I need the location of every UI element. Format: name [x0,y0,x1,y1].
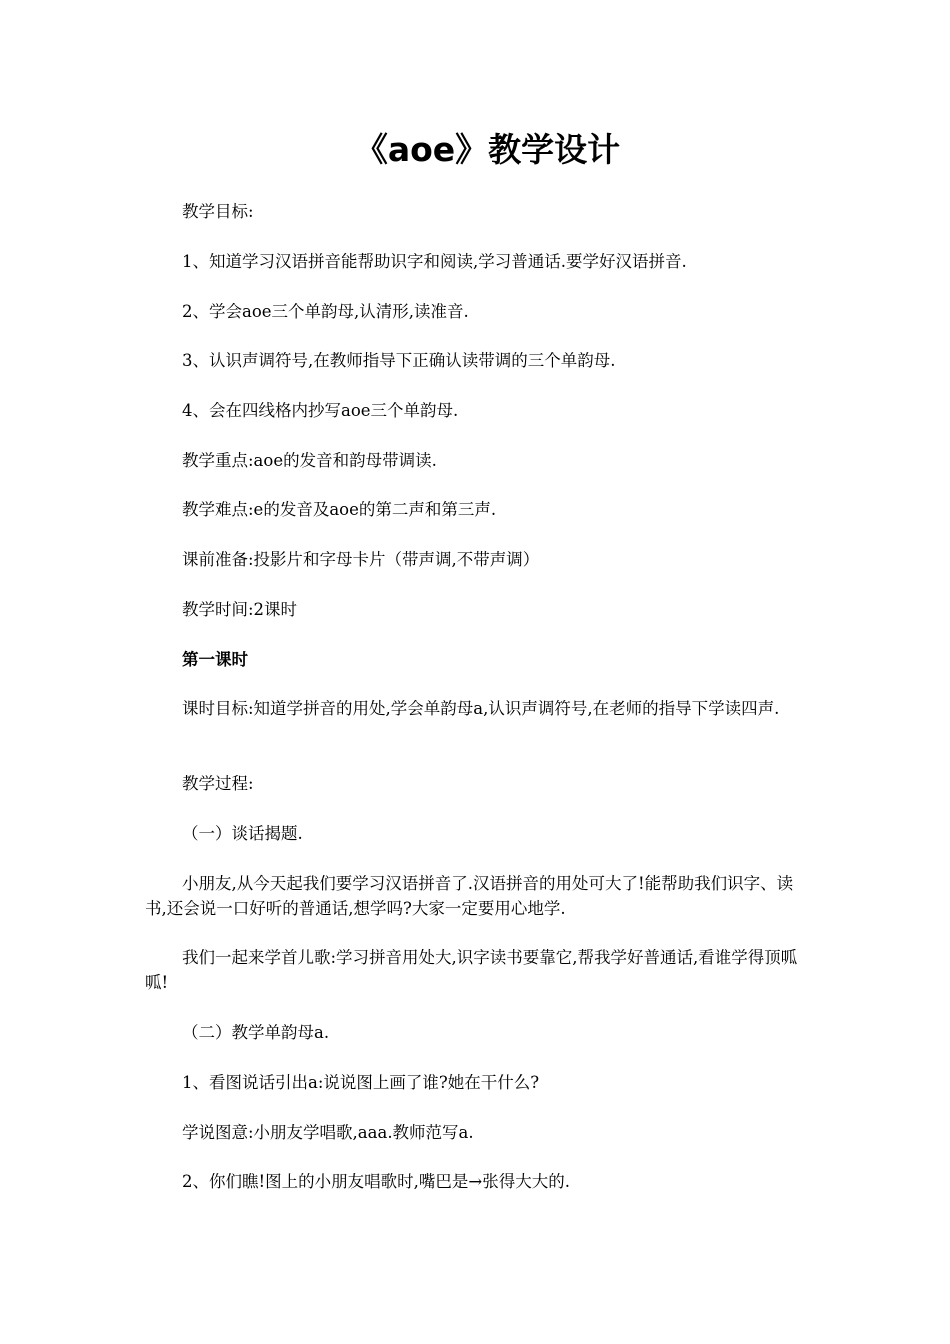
document-title: 《aoe》教学设计 [354,130,621,169]
paragraph-mouth-shape: 2、你们瞧!图上的小朋友唱歌时,嘴巴是→张得大大的. [182,1172,570,1191]
paragraph-teaching-time: 教学时间:2课时 [182,600,298,619]
paragraph-intro-talk: 小朋友,从今天起我们要学习汉语拼音了.汉语拼音的用处可大了!能帮助我们识字、读书,还会说一口好听的普通话,想学吗?大家一定要用心地学. [145,874,794,918]
paragraph-nursery-rhyme: 我们一起来学首儿歌:学习拼音用处大,识字读书要靠它,帮我学好普通话,看谁学得顶呱呱! [145,948,798,992]
section-heading-first-lesson: 第一课时 [182,650,248,669]
paragraph-goal-3: 3、认识声调符号,在教师指导下正确认读带调的三个单韵母. [182,351,616,370]
paragraph-picture-meaning: 学说图意:小朋友学唱歌,aaa.教师范写a. [182,1123,474,1142]
paragraph-preparation: 课前准备:投影片和字母卡片（带声调,不带声调） [182,550,540,569]
paragraph-process-heading: 教学过程: [182,774,254,793]
paragraph-goal-2: 2、学会aoe三个单韵母,认清形,读准音. [182,302,469,321]
paragraph-step-one: （一）谈话揭题. [182,824,303,843]
paragraph-lesson-goals: 课时目标:知道学拼音的用处,学会单韵母a,认识声调符号,在老师的指导下学读四声. [182,699,780,718]
paragraph-picture-talk: 1、看图说话引出a:说说图上画了谁?她在干什么? [182,1073,540,1092]
paragraph-teaching-goals-heading: 教学目标: [182,202,254,221]
paragraph-goal-1: 1、知道学习汉语拼音能帮助识字和阅读,学习普通话.要学好汉语拼音. [182,252,687,271]
paragraph-step-two: （二）教学单韵母a. [182,1023,330,1042]
paragraph-key-points: 教学重点:aoe的发音和韵母带调读. [182,451,437,470]
paragraph-goal-4: 4、会在四线格内抄写aoe三个单韵母. [182,401,459,420]
paragraph-difficulties: 教学难点:e的发音及aoe的第二声和第三声. [182,500,497,519]
